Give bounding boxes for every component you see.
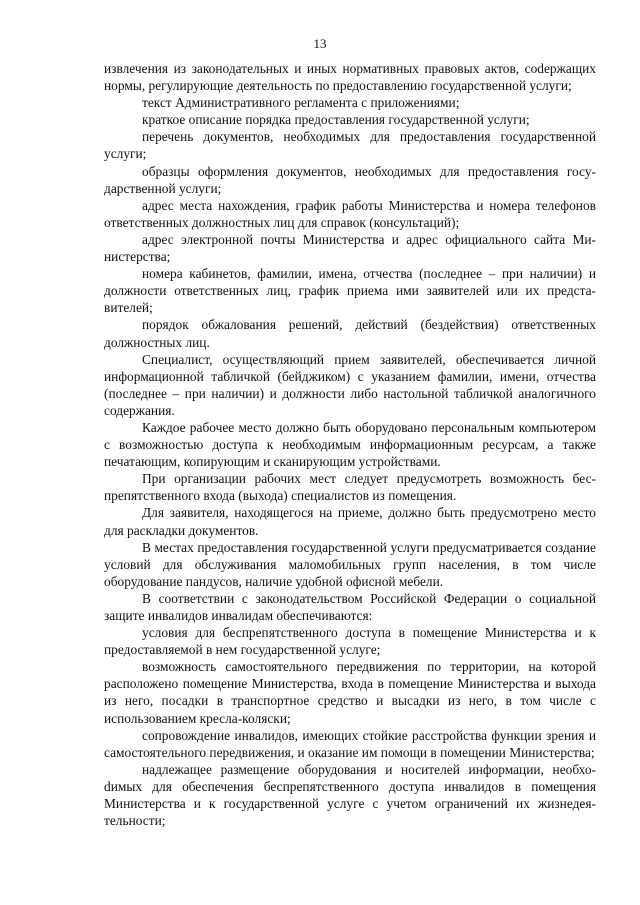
paragraph-19: надлежащее размещение оборудования и носителей информации, необхоdимых для обеспечения беспрепятственного доступа инвалидов в помещения Министерства и к государственной услуге с учетом ограничений их жизнедеятельности; xyxy=(104,761,596,829)
paragraph-15: В соответствии с законодательством Российской Федерации о социальной защите инвалидов инвалидам обеспечиваются: xyxy=(104,590,596,623)
paragraph-17: возможность самостоятельного передвижения по территории, на которой расположено помещение Министерства, входа в помещение Министерства и выхода из него, посадки в транспортное средство и высадки из него, в том числе с использованием кресла-коляски; xyxy=(104,659,596,726)
paragraph-6: адрес места нахождения, график работы Министерства и номера телефонов ответственных должностных лиц для справок (консультаций); xyxy=(104,197,596,230)
paragraph-18: сопровождение инвалидов, имеющих стойкие расстройства функции зрения и самостоятельного передвижения, и оказание им помощи в помещении Министерства; xyxy=(104,727,596,760)
paragraph-11: Каждое рабочее место должно быть оборудовано персональным компьютером с возможностью доступа к необходимым информационным ресурсам, а также печатающим, копирующим и сканирующим устройствами. xyxy=(104,419,596,470)
page-number: 13 xyxy=(313,36,327,51)
paragraph-4: перечень документов, необходимых для предоставления государственной услуги; xyxy=(104,129,596,162)
paragraph-8: номера кабинетов, фамилии, имена, отчества (последнее – при наличии) и должности ответственных лиц, график приема ими заявителей или их представителей; xyxy=(104,266,596,316)
paragraph-9: порядок обжалования решений, действий (бездействия) ответственных должностных лиц. xyxy=(104,317,596,350)
paragraph-12: При организации рабочих мест следует предусмотреть возможность беспрепятственного входа (выхода) специалистов из помещения. xyxy=(104,471,596,504)
paragraph-14: В местах предоставления государственной услуги предусматривается создание условий для обслуживания маломобильных групп населения, в том числе оборудование пандусов, наличие удобной офисной мебели. xyxy=(104,539,596,589)
paragraph-2: текст Административного регламента с приложениями; xyxy=(142,95,460,111)
paragraph-13: Для заявителя, находящегося на приеме, должно быть предусмотрено место для раскладки документов. xyxy=(104,505,596,538)
paragraph-7: адрес электронной почты Министерства и адрес официального сайта Министерства; xyxy=(104,231,596,265)
paragraph-3: краткое описание порядка предоставления государственной услуги; xyxy=(142,112,530,128)
paragraph-16: условия для беспрепятственного доступа в помещение Министерства и к предоставляемой в нем государственной услуге; xyxy=(104,625,596,658)
paragraph-10: Специалист, осуществляющий прием заявителей, обеспечивается личной информационной табличкой (бейджиком) с указанием фамилии, имени, отчества (последнее – при наличии) и должности либо настольной табличкой аналогичного содержания. xyxy=(104,351,596,418)
paragraph-1: извлечения из законодательных и иных нормативных правовых актов, соdержащих нормы, регулирующие деятельность по предоставлению государственной услуги; xyxy=(104,61,596,94)
paragraph-5: образцы оформления документов, необходимых для предоставления государственной услуги; xyxy=(104,163,596,196)
page-body xyxy=(104,60,596,829)
